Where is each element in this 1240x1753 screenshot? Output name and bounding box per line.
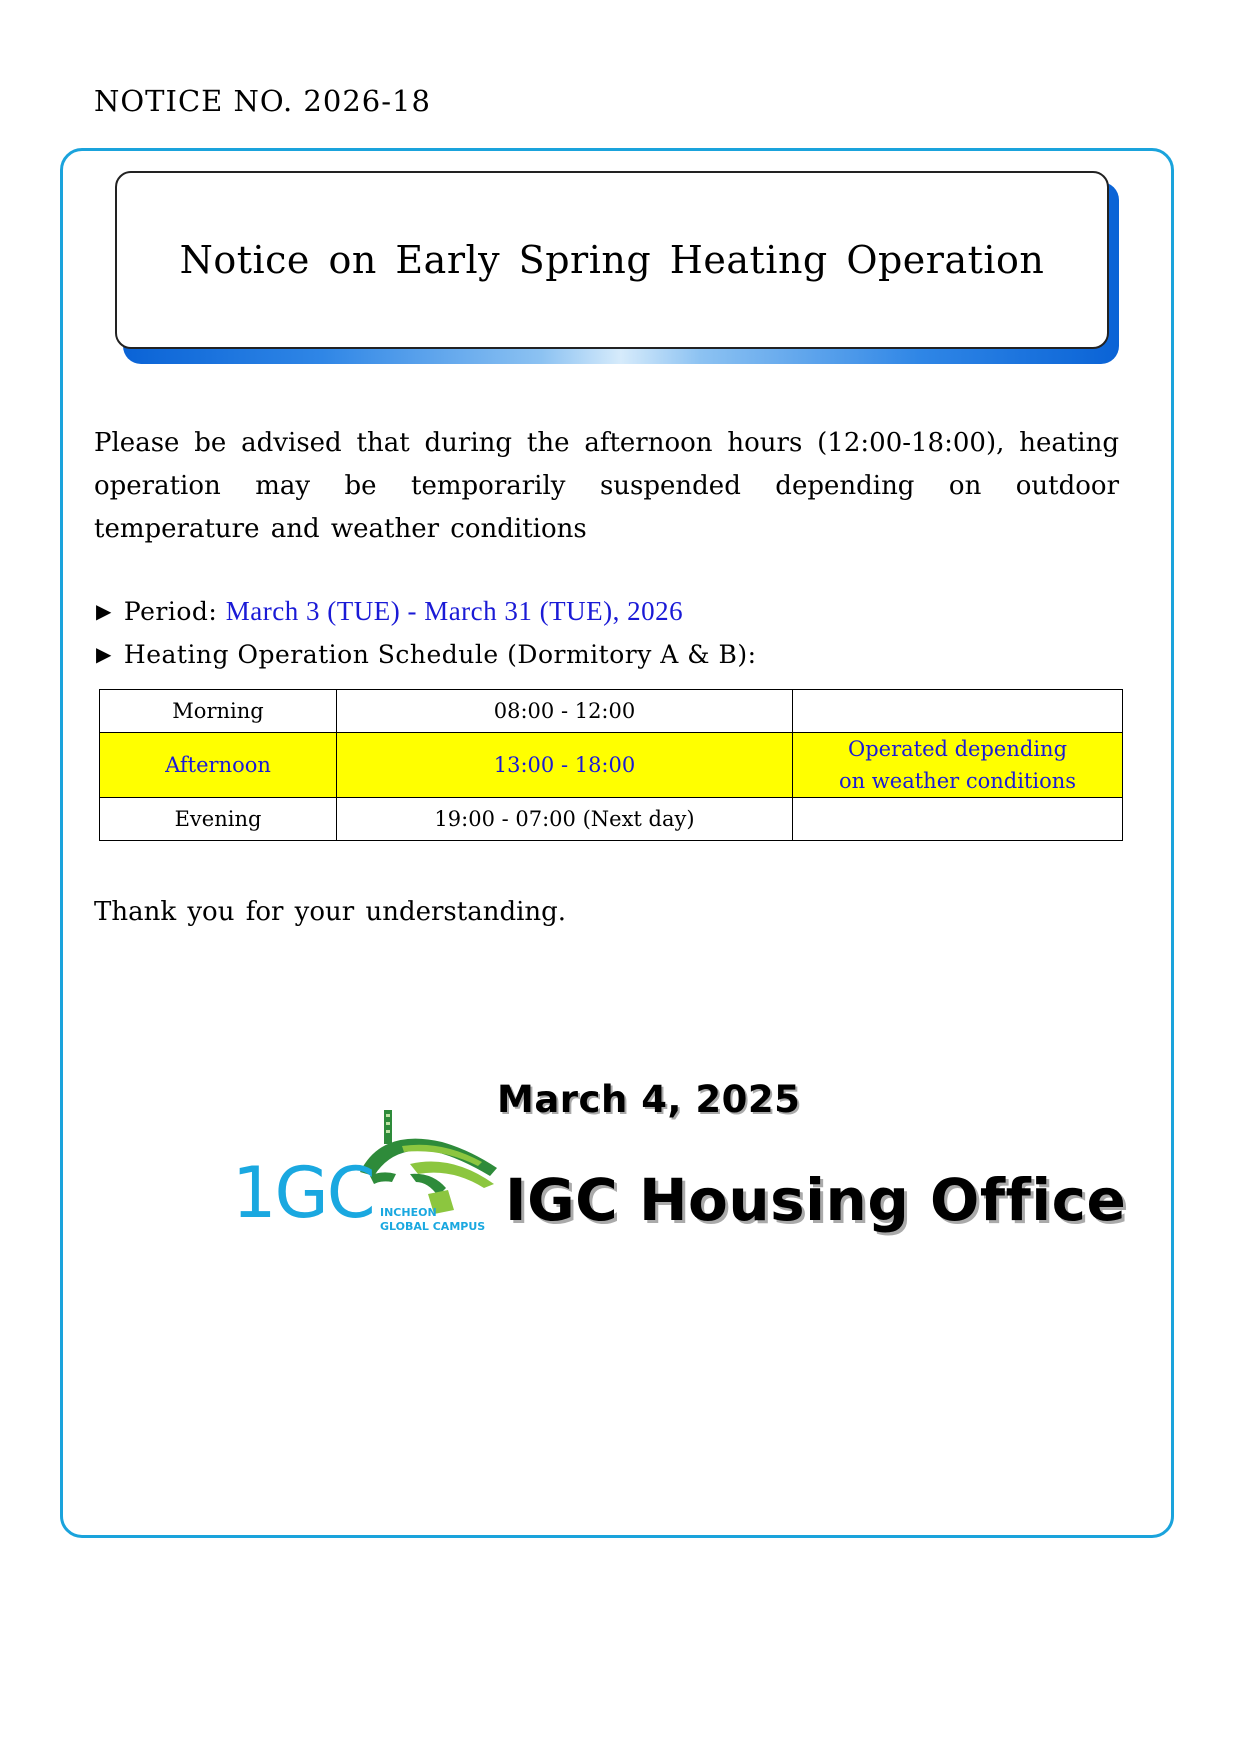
office-name: IGC Housing Office (505, 1166, 1127, 1234)
closing-text: Thank you for your understanding. (94, 897, 567, 927)
schedule-line (96, 640, 757, 669)
schedule-label: Heating Operation Schedule (Dormitory A & B): (123, 640, 757, 669)
table-row (100, 690, 1123, 733)
notice-date: March 4, 2025 (497, 1078, 801, 1121)
logo-subtitle (380, 1206, 485, 1234)
hours-cell: 13:00 - 18:00 (337, 733, 793, 798)
table-row (100, 798, 1123, 841)
bullet-triangle-icon: ▶ (96, 599, 112, 623)
note-cell: Operated depending on weather conditions (793, 733, 1123, 798)
igc-logo (232, 1110, 502, 1238)
notice-number: NOTICE NO. 2026-18 (94, 84, 431, 118)
hours-cell: 19:00 - 07:00 (Next day) (337, 798, 793, 841)
time-of-day-cell: Afternoon (100, 733, 337, 798)
time-of-day-cell: Morning (100, 690, 337, 733)
period-value: March 3 (TUE) - March 31 (TUE), 2026 (225, 596, 684, 626)
logo-subtitle-line: INCHEON (380, 1206, 437, 1219)
period-label: Period: (123, 597, 218, 626)
logo-subtitle-line: GLOBAL CAMPUS (380, 1220, 486, 1233)
period-line (96, 596, 683, 627)
schedule-table (99, 689, 1123, 841)
bullet-triangle-icon: ▶ (96, 642, 112, 666)
intro-paragraph: Please be advised that during the afternoon hours (12:00-18:00), heating operation may be temporarily suspended depending on outdoor temperature and weather conditions (94, 428, 1119, 544)
table-row-highlighted (100, 733, 1123, 798)
note-cell (793, 798, 1123, 841)
logo-letters: 1GC (232, 1152, 374, 1234)
time-of-day-cell: Evening (100, 798, 337, 841)
hours-cell: 08:00 - 12:00 (337, 690, 793, 733)
title-box (115, 171, 1109, 349)
notice-title: Notice on Early Spring Heating Operation (179, 238, 1045, 282)
note-cell (793, 690, 1123, 733)
